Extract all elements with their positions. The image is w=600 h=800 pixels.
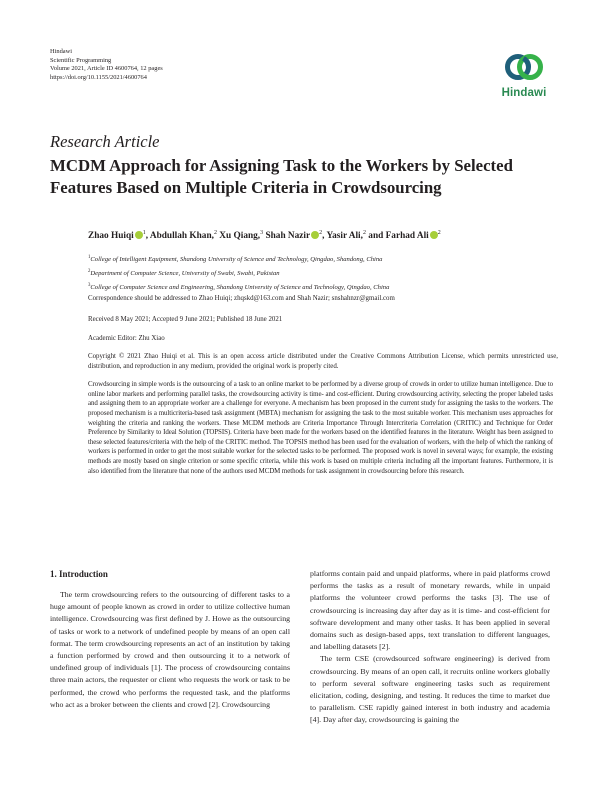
author-affiliation-mark: 2 [213,230,217,236]
affiliation-number: 2 [88,268,91,274]
author-affiliation-mark: 2 [362,230,366,236]
body-column-right [310,568,550,727]
affiliation-list [88,252,558,294]
author-affiliation-mark: 2 [437,230,441,236]
publication-dates: Received 8 May 2021; Accepted 9 June 2021; Published 18 June 2021 [88,316,283,323]
author-name: Xu Qiang, [219,231,261,242]
paper-title: MCDM Approach for Assigning Task to the Workers by Selected Features Based on Multiple Criteria in Crowdsourcing [50,156,513,197]
doi-link[interactable]: https://doi.org/10.1155/2021/4600764 [50,73,147,81]
article-type: Research Article [50,132,160,151]
body-column-left [50,568,290,711]
journal-name: Scientific Programming [50,56,112,64]
author-name: Zhao Huiqi [88,231,134,242]
academic-editor: Academic Editor: Zhu Xiao [88,335,165,342]
orcid-icon[interactable] [311,231,319,239]
orcid-icon[interactable] [430,231,438,239]
body-paragraph: The term CSE (crowdsourced software engineering) is derived from crowdsourcing. By means of an open call, it recruits online workers globally to perform several software engineering tasks such as requirement elicitation, coding, designing, and testing. It reduces the time to market due to parallelism. CSE rapidly gained interest in both industry and academia [4]. Day after day, crowdsourcing is gaining the [310,654,550,725]
author-name: Shah Nazir [265,231,311,242]
affiliation-number: 3 [88,282,91,288]
section-heading: 1. Introduction [50,569,108,579]
hindawi-logo [497,48,551,108]
affiliation-number: 1 [88,255,91,260]
volume-line: Volume 2021, Article ID 4600764, 12 pages [50,65,163,73]
affiliation-text: Department of Computer Science, University of Swabi, Swabi, Pakistan [90,270,280,278]
publisher-name: Hindawi [50,48,73,55]
affiliation-item [88,280,558,294]
orcid-icon[interactable] [135,231,143,239]
logo-wordmark: Hindawi [501,87,547,99]
affiliation-text: College of Computer Science and Engineering, Shandong University of Science and Technology, Qingdao, China [90,284,390,292]
author-name: and Farhad Ali [368,231,429,242]
author-list: Zhao Huiqi $^1$, Abdullah Khan,$^2$ Xu Qiang,$^3$ Shah Nazir $^2$, Yasir Ali,$^2$ and Farhad Ali $^2$ [88,230,441,242]
affiliation-item [88,266,558,280]
author-affiliation-mark: 1 [142,230,146,236]
body-paragraph: The term crowdsourcing refers to the outsourcing of different tasks to a huge amount of people known as crowd in order to utilize collective human intelligence. Crowdsourcing was first defined by J. Howe as the outsourcing of tasks or work to a network of undefined people by means of an open call format. The term crowdsourcing represents an act of an institution by taking a function performed by crowd and then outsourcing it to a network of undefined group of individuals [1]. The process of crowdsourcing contains three main actors, the requester or client who requests the work or task to be performed, the crowd who performs the requested task, and the platforms who act as a broker between the clients and crowd [2]. Crowdsourcing [50,590,290,709]
journal-meta [50,48,163,82]
affiliation-item [88,252,558,266]
body-paragraph: platforms contain paid and unpaid platforms, where in paid platforms crowd performs the tasks as a result of monetary rewards, while in unpaid platforms the volunteer crowd performs the tasks [3]. The use of crowdsourcing is increasing day after day as it is time- and cost-efficient for software development and many other tasks. It has been applied in several domains such as design-based apps, text translation to different languages, and labelling datasets [2]. [310,569,550,652]
abstract: Crowdsourcing in simple words is the outsourcing of a task to an online market to be performed by a diverse group of crowds in order to utilize human intelligence. Due to online labor markets and performing parallel tasks, the crowdsourcing activity is time- and cost-efficient. During crowdsourcing activity, selecting the proper labeled tasks and assigning them to an appropriate worker are a challenge for everyone. A mechanism has been proposed in the current study for assigning the tasks to the workers. The proposed mechanism is a multicriteria-based task assignment (MBTA) mechanism for assigning the task to the most suitable worker. This mechanism uses approaches for weighting the criteria and ranking the workers. These MCDM methods are Criteria Importance Through Intercriteria Correlation (CRITIC) and Technique for Order Preference by Similarity to Ideal Solution (TOPSIS). Criteria have been made for the workers based on the identified features in the literature. Weight has been assigned to these selected features/criteria with the help of the CRITIC method. The TOPSIS method has been used for the evaluation of workers, with the help of which the ranking of workers is performed in order to get the most suitable worker for the selected tasks to be performed. The proposed work is novel in several ways; for example, the existing methods are mostly based on single criterion or some specific criteria, while this work is based on multiple criteria including all the important features. Furthermore, it is also identified from the literature that none of the authors used MCDM methods for task assignment in crowdsourcing before this research. [88,381,553,475]
author-name: Abdullah Khan, [149,231,214,242]
hindawi-logo-icon [504,48,544,86]
affiliation-text: College of Intelligent Equipment, Shandong University of Science and Technology, Qingdao, Shandong, China [90,256,383,264]
copyright-notice: Copyright © 2021 Zhao Huiqi et al. This is an open access article distributed under the Creative Commons Attribution License, which permits unrestricted use, distribution, and reproduction in any medium, provided the original work is properly cited. [88,353,558,370]
correspondence: Correspondence should be addressed to Zhao Huiqi; zhqskd@163.com and Shah Nazir; snshahnzr@gmail.com [88,295,395,302]
author-affiliation-mark: 2 [319,230,323,236]
author-name: Yasir Ali, [326,231,363,242]
author-affiliation-mark: 3 [260,230,264,236]
